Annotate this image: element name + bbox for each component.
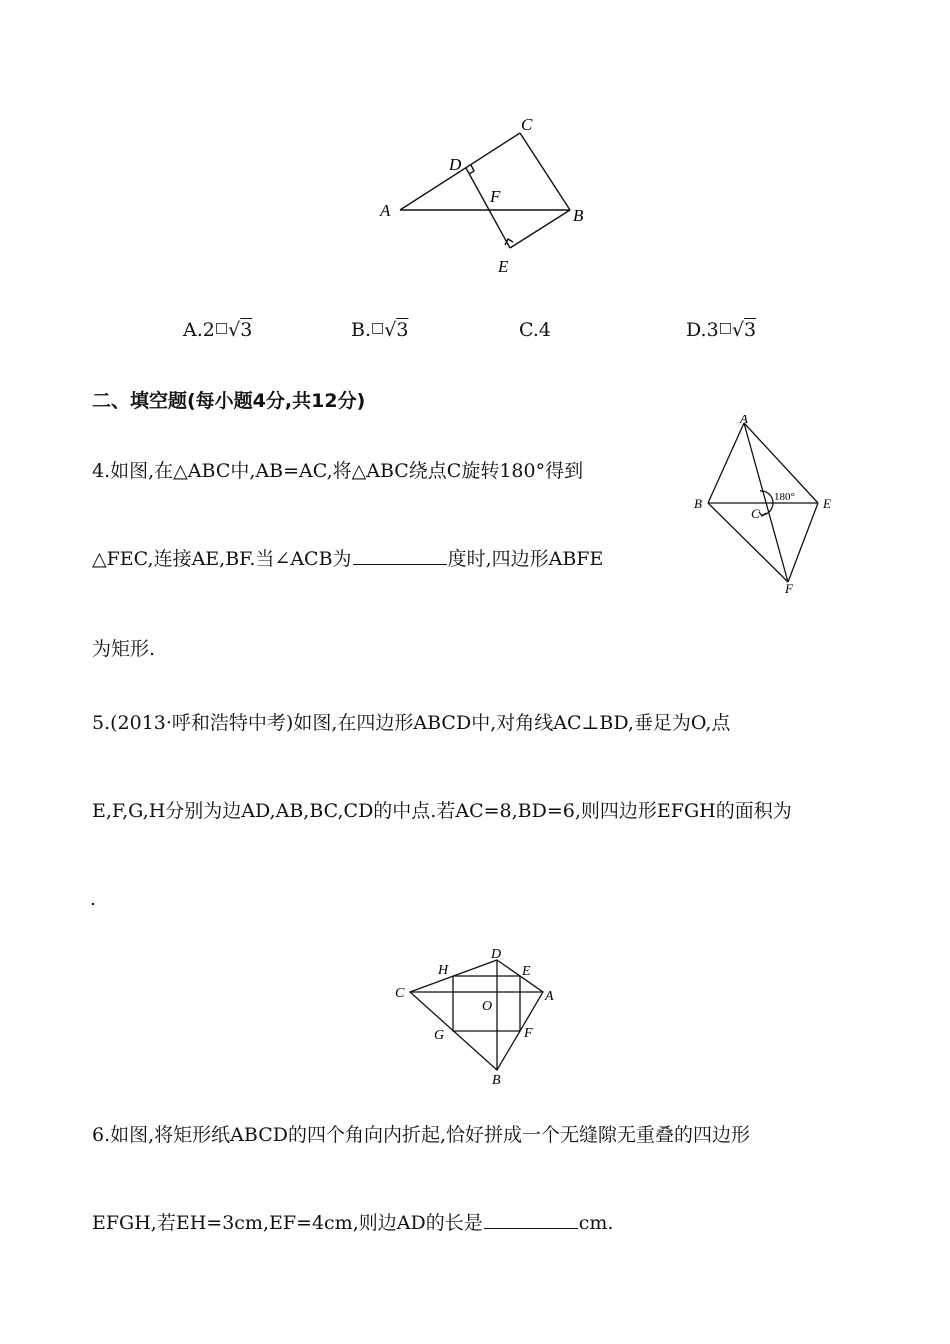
label-a: A [380,201,391,220]
label-c: C [395,986,405,1001]
option-b: B.□√3 [351,319,409,341]
label-h: H [438,963,449,978]
label-e: E [522,964,531,979]
segment-de [466,168,510,248]
segment-ab [708,423,744,503]
label-a: A [545,989,554,1004]
q4-line1: 4.如图,在△ABC中,AB=AC,将△ABC绕点C旋转180°得到 [92,460,584,482]
option-d: D.3□√3 [686,319,757,341]
q6-answer-blank[interactable] [484,1210,578,1229]
label-o: O [482,999,493,1014]
label-b: B [573,206,584,225]
label-d: D [491,947,502,962]
segment-cb [520,133,570,210]
option-a: A.2□√3 [183,319,253,341]
segment-ef [788,503,818,582]
q4-answer-blank[interactable] [353,546,447,565]
rotation-arrowhead [759,512,766,516]
q4-line3: 为矩形. [92,638,156,660]
q4-line2: △FEC,连接AE,BF.当∠ACB为 度时,四边形ABFE [92,548,604,570]
figure-q4 [690,415,850,600]
label-e: E [498,257,509,276]
q6-line1: 6.如图,将矩形纸ABCD的四个角向内折起,恰好拼成一个无缝隙无重叠的四边形 [92,1124,751,1146]
option-c: C.4 [519,319,551,341]
angle-label: 180° [774,491,795,503]
label-f: F [785,581,793,596]
q5-line2: E,F,G,H分别为边AD,AB,BC,CD的中点.若AC=8,BD=6,则四边形EFGH的面积为 [92,800,792,822]
section-title: 二、填空题(每小题4分,共12分) [92,390,366,412]
label-e: E [823,496,831,511]
segment-eb [510,210,570,248]
segment-bf [708,503,788,582]
q6-line2: EFGH,若EH=3cm,EF=4cm,则边AD的长是 cm. [92,1212,614,1234]
right-angle-d [469,165,474,174]
figure-1 [370,110,600,280]
q5-line3: . [90,888,97,910]
label-b: B [492,1073,501,1087]
label-f: F [524,1026,533,1041]
label-b: B [694,496,702,511]
q5-line1: 5.(2013·呼和浩特中考)如图,在四边形ABCD中,对角线AC⊥BD,垂足为O,点 [92,712,731,734]
label-g: G [434,1028,445,1043]
label-c: C [521,115,533,134]
label-d: D [449,155,462,174]
label-c: C [751,506,760,521]
label-a: A [740,415,748,426]
label-f: F [490,187,501,206]
figure-q5 [390,942,570,1087]
